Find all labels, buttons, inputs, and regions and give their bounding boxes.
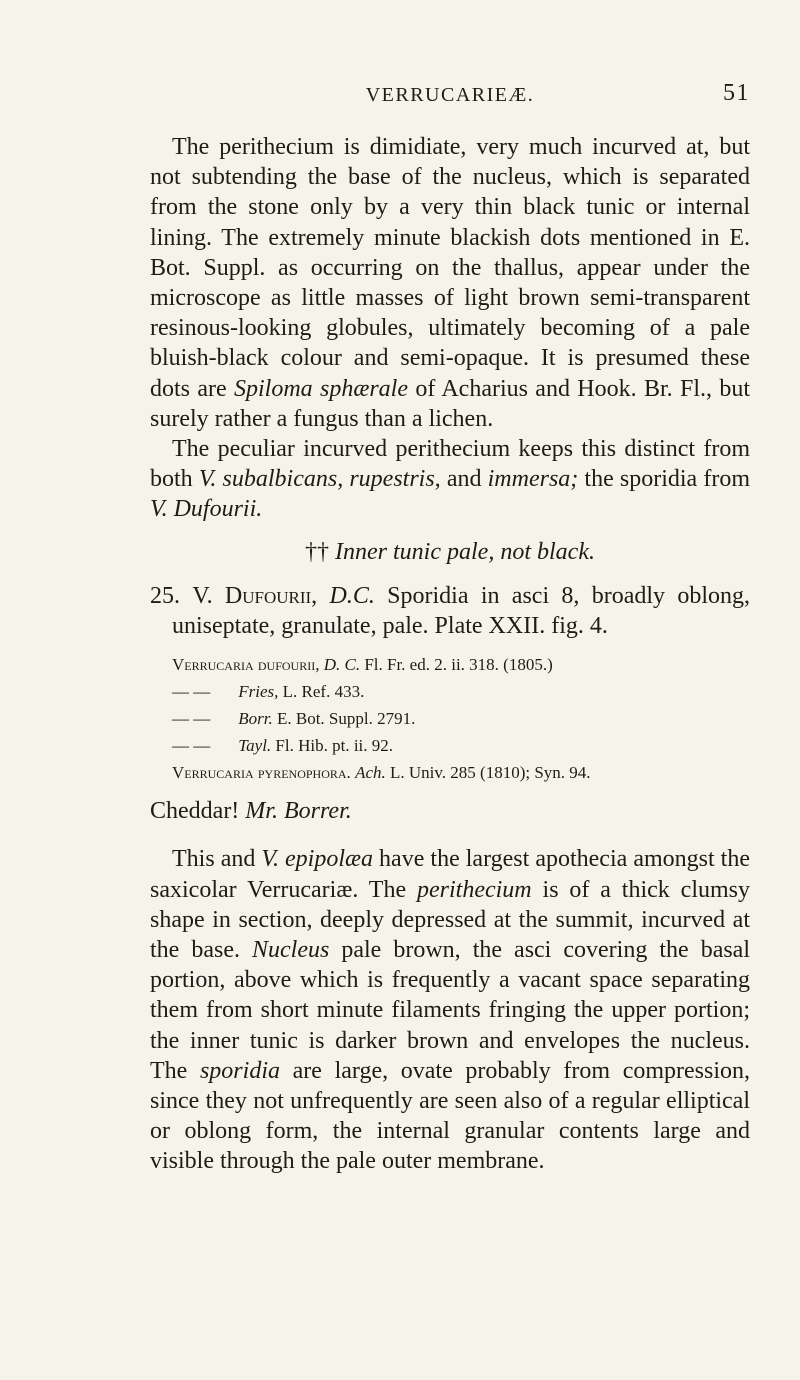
term: sporidia (199, 1057, 280, 1084)
text-run: and (440, 466, 488, 493)
running-head-title: VERRUCARIEÆ. (365, 84, 535, 106)
ditto-dash: — — (172, 682, 211, 702)
taxon-name: immersa; (487, 466, 579, 493)
locality-collector: Mr. Borrer. (245, 798, 352, 825)
synonymy-list (172, 651, 750, 786)
synonym-reference: E. Bot. Suppl. 2791. (276, 709, 416, 729)
synonym-author: Fries, (238, 682, 279, 702)
term: perithecium (417, 876, 532, 903)
synonym-author: D. C. (323, 655, 361, 675)
text-run: of Acharius and Hook. Br. Fl., but surely rather a fungus than a lichen. (150, 375, 750, 432)
text-run: pale brown, the asci covering the basal portion, above which is frequently a vacant space separating them from short minute filaments fringing the upper portion; the inner tunic is darker brown and envelopes the nucleus. The (150, 937, 751, 1084)
ditto-dash: — — (172, 709, 211, 729)
text-run: are large, ovate probably from compression, since they not unfrequently are seen also of a regular elliptical or oblong form, the internal granular contents large and visible through the pale outer membrane. (150, 1057, 750, 1175)
species-entry (150, 581, 750, 641)
body-text (150, 132, 750, 1177)
synonym-author: Borr. (238, 709, 273, 729)
text-run: is of a thick clumsy shape in section, deeply depressed at the summit, incurved at the base. (150, 876, 751, 964)
section-mark: †† (305, 538, 330, 565)
section-title: Inner tunic pale, not black. (335, 538, 595, 565)
synonym-reference: L. Univ. 285 (1810); Syn. 94. (390, 763, 591, 783)
paragraph-description (150, 844, 750, 1176)
text-run: The peculiar incurved perithecium keeps this distinct from both (150, 436, 750, 493)
taxon-name: V. subalbicans, rupestris, (198, 466, 441, 493)
locality-line (150, 796, 750, 826)
locality-place: Cheddar! (150, 798, 240, 825)
species-authority: D.C. (329, 582, 375, 609)
synonym-author: Tayl. (238, 736, 272, 756)
taxon-name: V. epipolæa (261, 846, 374, 873)
text-run: the sporidia from (578, 466, 750, 493)
synonym-line (172, 678, 750, 705)
text-run: have the largest apothecia amongst the saxicolar Verrucariæ. The (150, 846, 751, 903)
synonym-reference: Fl. Hib. pt. ii. 92. (275, 736, 394, 756)
text-run: This and (172, 846, 262, 873)
synonym-line (172, 759, 750, 786)
taxon-name: V. Dufourii. (150, 496, 263, 523)
page-number: 51 (723, 80, 750, 106)
synonym-reference: L. Ref. 433. (282, 682, 365, 702)
synonym-line (172, 732, 750, 759)
paragraph-perithecium (150, 132, 750, 434)
entry-number: 25. (150, 582, 180, 609)
ditto-dash: — — (172, 736, 211, 756)
species-description: Sporidia in asci 8, broadly oblong, uniseptate, granulate, pale. Plate XXII. fig. 4. (172, 582, 751, 640)
synonym-line (172, 705, 750, 732)
synonym-reference: Fl. Fr. ed. 2. ii. 318. (1805.) (364, 655, 553, 675)
paragraph-distinction (150, 434, 750, 525)
species-name: V. Dufourii, (192, 582, 318, 609)
synonym-line (172, 651, 750, 678)
synonym-name: Verrucaria dufourii, (172, 655, 320, 675)
term: Nucleus (252, 937, 330, 964)
taxon-name: Spiloma sphærale (233, 375, 408, 402)
synonym-name: Verrucaria pyrenophora. (172, 763, 351, 783)
synonym-author: Ach. (355, 763, 386, 783)
text-run: The perithecium is dimidiate, very much incurved at, but not subtending the base of the nucleus, which is separated from the stone only by a very thin black tunic or internal lining. The extremely minute blackish dots mentioned in E. Bot. Suppl. as occurring on the thallus, appear under the microscope as little masses of light brown semi-transparent resinous-looking globules, ultimately becoming of a pale bluish-black colour and semi-opaque. It is presumed these dots are (150, 134, 750, 402)
section-heading (150, 537, 750, 567)
